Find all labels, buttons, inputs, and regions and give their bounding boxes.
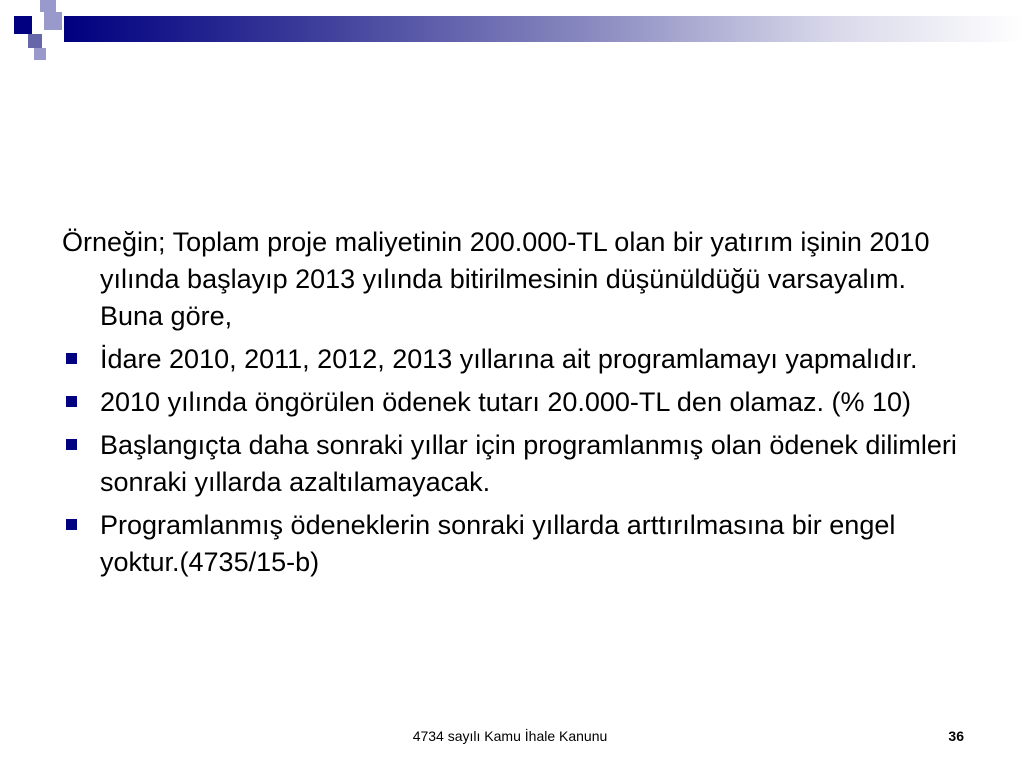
decor-square-mid — [28, 34, 42, 48]
list-item-text: Başlangıçta daha sonraki yıllar için programlanmış olan ödenek dilimleri sonraki yıllarda azaltılamayacak. — [100, 430, 957, 497]
page-number: 36 — [948, 728, 964, 744]
list-item-text: Programlanmış ödeneklerin sonraki yıllarda arttırılmasına bir engel yoktur.(4735/15-b) — [100, 510, 896, 577]
footer-title: 4734 sayılı Kamu İhale Kanunu — [412, 728, 608, 744]
decor-square-light — [40, 0, 56, 12]
intro-paragraph: Örneğin; Toplam proje maliyetinin 200.000-TL olan bir yatırım işinin 2010 yılında başlayıp 2013 yılında bitirilmesinin düşünüldüğü varsayalım. Buna göre, — [62, 227, 930, 331]
list-item — [62, 384, 972, 421]
decor-square-light — [34, 48, 46, 60]
list-item-text: İdare 2010, 2011, 2012, 2013 yıllarına ait programlamayı yapmalıdır. — [100, 344, 918, 374]
slide-body — [62, 224, 972, 587]
square-bullet-icon — [66, 396, 77, 407]
square-bullet-icon — [66, 353, 77, 364]
square-bullet-icon — [66, 439, 77, 450]
list-item — [62, 341, 972, 378]
header-gradient-bar — [64, 16, 1024, 42]
square-bullet-icon — [66, 519, 77, 530]
list-item — [62, 507, 972, 581]
list-item — [62, 427, 972, 501]
decor-square-navy — [14, 16, 32, 34]
list-item-text: 2010 yılında öngörülen ödenek tutarı 20.000-TL den olamaz. (% 10) — [100, 387, 912, 417]
decor-square-light — [44, 12, 62, 30]
